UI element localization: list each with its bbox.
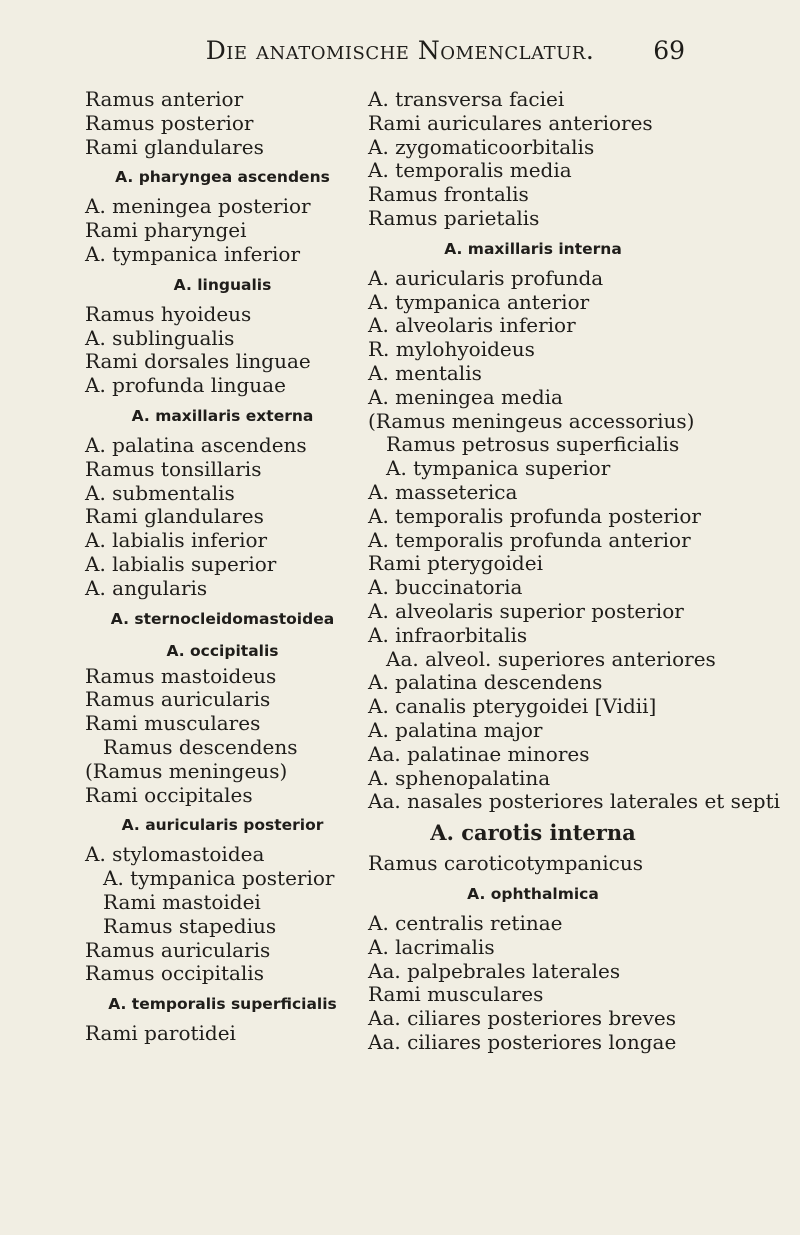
entry-line: A. sphenopalatina bbox=[368, 765, 551, 790]
entry-line: Rami glandulares bbox=[85, 504, 264, 529]
entry-line: Aa. palatinae minores bbox=[368, 741, 590, 766]
page-header bbox=[0, 36, 800, 76]
entry-line: Rami glandulares bbox=[85, 134, 264, 159]
entry-line: A. alveolaris superior posterior bbox=[368, 598, 684, 623]
entry-line: A. auricularis profunda bbox=[368, 265, 604, 290]
entry-line: A. profunda linguae bbox=[85, 373, 286, 398]
entry-line: Rami pharyngei bbox=[85, 218, 247, 243]
entry-line: A. labialis superior bbox=[85, 551, 277, 576]
entry-line: A. palatina descendens bbox=[368, 670, 603, 695]
entry-line: (Ramus meningeus) bbox=[85, 758, 288, 783]
entry-line: A. lacrimalis bbox=[368, 934, 495, 959]
entry-line: Rami auriculares anteriores bbox=[368, 110, 653, 135]
entry-line: A. alveolaris inferior bbox=[368, 313, 576, 338]
section-heading: A. ophthalmica bbox=[467, 884, 599, 903]
entry-line: Aa. nasales posteriores laterales et septi bbox=[368, 789, 781, 814]
entry-line-indented: Ramus stapedius bbox=[103, 913, 277, 938]
entry-line: A. canalis pterygoidei [Vidii] bbox=[368, 694, 657, 719]
entry-line: A. transversa faciei bbox=[368, 87, 565, 111]
entry-line: A. temporalis profunda posterior bbox=[368, 503, 701, 528]
entry-line: A. tympanica inferior bbox=[85, 241, 301, 266]
entry-line: A. meningea posterior bbox=[85, 194, 311, 219]
entry-line: Ramus hyoideus bbox=[85, 301, 252, 326]
entry-line: Rami occipitales bbox=[85, 782, 253, 807]
entry-line-indented: Ramus descendens bbox=[103, 734, 298, 759]
running-title: Die anatomische Nomenclatur. bbox=[205, 36, 595, 65]
section-heading-major: A. carotis interna bbox=[430, 820, 636, 846]
entry-line: Rami parotidei bbox=[85, 1021, 236, 1046]
entry-line: Ramus posterior bbox=[85, 110, 254, 135]
entry-line: A. masseterica bbox=[368, 479, 518, 504]
entry-line: A. mentalis bbox=[368, 360, 482, 385]
entry-line: Aa. ciliares posteriores longae bbox=[368, 1029, 677, 1054]
entry-line: Ramus caroticotympanicus bbox=[368, 851, 643, 876]
entry-line: Ramus auricularis bbox=[85, 687, 271, 712]
entry-line: Rami musculares bbox=[368, 982, 544, 1007]
entry-line: A. angularis bbox=[85, 575, 208, 600]
entry-line: Ramus parietalis bbox=[368, 205, 540, 230]
entry-line-indented: A. tympanica posterior bbox=[103, 866, 335, 891]
entry-line: R. mylohyoideus bbox=[368, 337, 535, 362]
entry-line-indented: Rami mastoidei bbox=[103, 889, 261, 914]
section-heading: A. occipitalis bbox=[166, 641, 279, 660]
entry-line: Ramus tonsillaris bbox=[85, 456, 262, 481]
entry-line: A. meningea media bbox=[368, 384, 563, 409]
section-heading: A. maxillaris interna bbox=[444, 239, 622, 258]
entry-line: A. infraorbitalis bbox=[368, 622, 528, 647]
left-column bbox=[85, 88, 360, 1046]
entry-line: Ramus anterior bbox=[85, 87, 244, 111]
entry-line: A. tympanica anterior bbox=[368, 289, 590, 314]
entry-line: A. palatina ascendens bbox=[85, 432, 307, 457]
entry-line: Ramus frontalis bbox=[368, 182, 529, 207]
right-column bbox=[368, 87, 781, 1055]
entry-line: A. zygomaticoorbitalis bbox=[368, 134, 595, 159]
entry-line: A. buccinatoria bbox=[368, 575, 523, 600]
section-heading: A. auricularis posterior bbox=[121, 816, 324, 835]
entry-line-indented: Aa. alveol. superiores anteriores bbox=[386, 646, 716, 671]
entry-line: A. centralis retinae bbox=[368, 910, 563, 935]
entry-line: A. sublingualis bbox=[85, 325, 235, 350]
entry-line: Ramus auricularis bbox=[85, 937, 271, 962]
section-heading: A. sternocleidomastoidea bbox=[110, 609, 335, 628]
entry-line-indented: A. tympanica superior bbox=[386, 456, 611, 481]
entry-line: Aa. ciliares posteriores breves bbox=[368, 1006, 677, 1031]
entry-line: A. stylomastoidea bbox=[85, 842, 265, 867]
entry-line-indented: Ramus petrosus superficialis bbox=[386, 432, 680, 457]
section-heading: A. temporalis superficialis bbox=[108, 995, 337, 1014]
page-number: 69 bbox=[653, 36, 685, 65]
entry-line: Rami musculares bbox=[85, 711, 261, 736]
entry-line: Rami dorsales linguae bbox=[85, 349, 311, 374]
entry-line: Ramus occipitalis bbox=[85, 961, 264, 986]
entry-line: Rami pterygoidei bbox=[368, 551, 543, 576]
section-heading: A. pharyngea ascendens bbox=[115, 168, 330, 187]
entry-line: A. submentalis bbox=[85, 480, 235, 505]
entry-line: A. temporalis profunda anterior bbox=[368, 527, 691, 552]
entry-line: A. labialis inferior bbox=[85, 528, 268, 553]
entry-line: A. temporalis media bbox=[368, 158, 572, 183]
section-heading: A. maxillaris externa bbox=[131, 406, 314, 425]
entry-line: Aa. palpebrales laterales bbox=[368, 958, 621, 983]
entry-line: (Ramus meningeus accessorius) bbox=[368, 408, 695, 433]
entry-line: Ramus mastoideus bbox=[85, 663, 277, 688]
entry-line: A. palatina major bbox=[368, 717, 543, 742]
section-heading: A. lingualis bbox=[173, 275, 272, 294]
